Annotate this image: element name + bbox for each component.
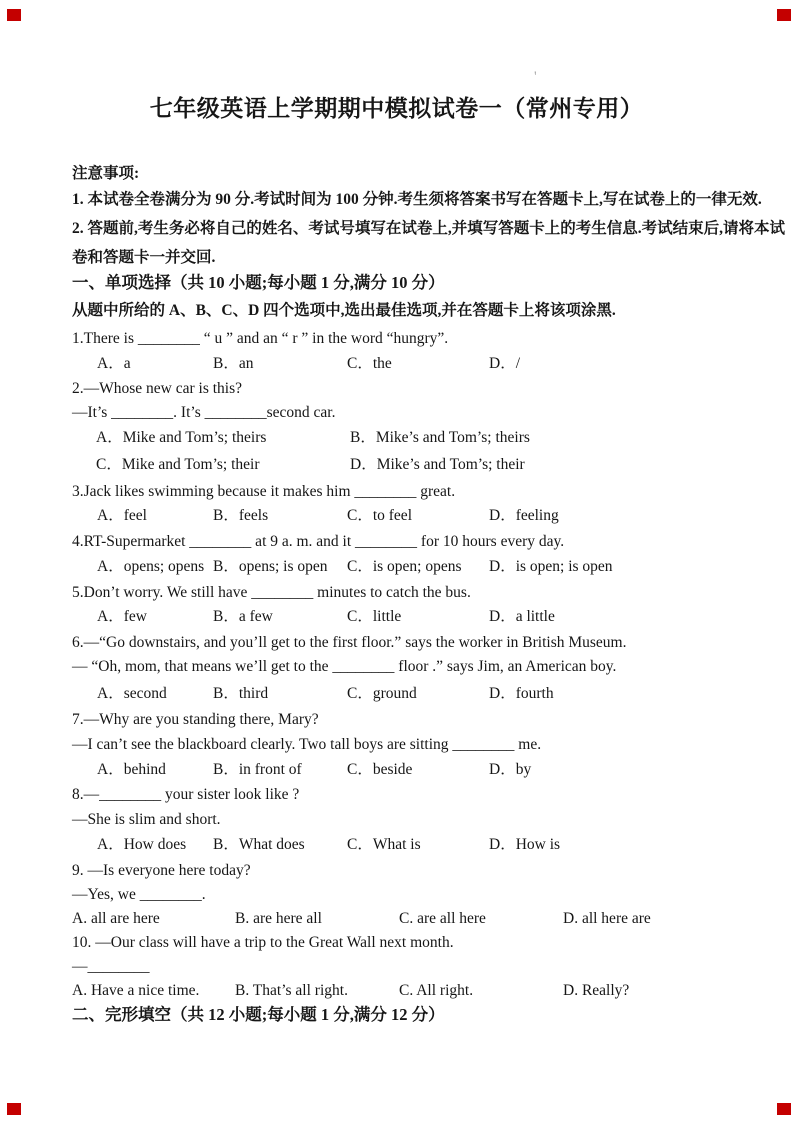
q10-option-a: A. Have a nice time.: [72, 982, 200, 999]
q1-option-b: B．an: [213, 355, 254, 372]
q5-option-c: C．little: [347, 608, 402, 625]
q9-option-d: D. all here are: [563, 910, 651, 927]
red-corner-mark-bottom-right: [777, 1103, 791, 1115]
q9-option-c: C. are all here: [399, 910, 486, 927]
q3-option-d: D．feeling: [489, 507, 559, 524]
q6-stem-line2: — “Oh, mom, that means we’ll get to the ________ floor .” says Jim, an American boy.: [72, 658, 617, 675]
q6-option-d: D．fourth: [489, 685, 554, 702]
q1-option-c: C．the: [347, 355, 392, 372]
q4-options-row: [0, 554, 793, 580]
q7-stem-line1: 7.—Why are you standing there, Mary?: [72, 711, 319, 728]
q10-option-d: D. Really?: [563, 982, 630, 999]
q1-option-a: A．a: [97, 355, 131, 372]
q4-option-d: D．is open; is open: [489, 558, 613, 575]
q3-option-c: C．to feel: [347, 507, 412, 524]
q1-options-row: [0, 351, 793, 377]
q8-option-b: B．What does: [213, 836, 305, 853]
q3-options-row: [0, 503, 793, 529]
q8-option-c: C．What is: [347, 836, 421, 853]
q1-option-d: D．/: [489, 355, 521, 372]
q10-option-b: B. That’s all right.: [235, 982, 348, 999]
q10-stem-line1: 10. —Our class will have a trip to the Great Wall next month.: [72, 934, 454, 951]
q2-stem-line1: 2.—Whose new car is this?: [72, 380, 243, 397]
q5-stem: 5.Don’t worry. We still have ________ minutes to catch the bus.: [72, 584, 471, 601]
q9-stem-line2: —Yes, we ________.: [72, 886, 206, 903]
q8-option-d: D．How is: [489, 836, 561, 853]
q7-option-c: C．beside: [347, 761, 413, 778]
q5-option-b: B．a few: [213, 608, 273, 625]
section1-header: 一、单项选择（共 10 小题;每小题 1 分,满分 10 分）: [72, 273, 445, 292]
red-corner-mark-top-left: [7, 9, 21, 21]
stray-scan-mark: ': [534, 69, 537, 85]
q9-option-a: A. all are here: [72, 910, 160, 927]
red-corner-mark-top-right: [777, 9, 791, 21]
q1-stem: 1.There is ________ “ u ” and an “ r ” in the word “hungry”.: [72, 330, 449, 347]
q3-stem: 3.Jack likes swimming because it makes him ________ great.: [72, 483, 456, 500]
q8-options-row: [0, 832, 793, 858]
q2-option-d: D．Mike’s and Tom’s; their: [350, 456, 525, 473]
red-corner-mark-bottom-left: [7, 1103, 21, 1115]
section1-instruction: 从题中所给的 A、B、C、D 四个选项中,选出最佳选项,并在答题卡上将该项涂黑.: [72, 302, 616, 319]
q10-option-c: C. All right.: [399, 982, 474, 999]
q7-option-a: A．behind: [97, 761, 166, 778]
q8-stem-line1: 8.—________ your sister look like ?: [72, 786, 300, 803]
q5-options-row: [0, 604, 793, 630]
q2-options-row-2: [0, 452, 793, 478]
q2-option-c: C．Mike and Tom’s; their: [96, 456, 260, 473]
notice-line-1: 1. 本试卷全卷满分为 90 分.考试时间为 100 分钟.考生须将答案书写在答题卡上,写在试卷上的一律无效.: [72, 191, 762, 208]
q6-options-row: [0, 681, 793, 707]
q7-option-d: D．by: [489, 761, 532, 778]
q10-stem-line2: —________: [72, 958, 150, 975]
notice-line-2-continued: 卷和答题卡一并交回.: [72, 249, 216, 266]
q6-option-c: C．ground: [347, 685, 417, 702]
q2-option-a: A．Mike and Tom’s; theirs: [96, 429, 267, 446]
q4-option-b: B．opens; is open: [213, 558, 328, 575]
q4-stem: 4.RT-Supermarket ________ at 9 a. m. and it ________ for 10 hours every day.: [72, 533, 565, 550]
q4-option-a: A．opens; opens: [97, 558, 205, 575]
q7-option-b: B．in front of: [213, 761, 302, 778]
section2-header: 二、完形填空（共 12 小题;每小题 1 分,满分 12 分）: [72, 1005, 445, 1024]
q8-stem-line2: —She is slim and short.: [72, 811, 221, 828]
q8-option-a: A．How does: [97, 836, 187, 853]
q6-option-a: A．second: [97, 685, 167, 702]
q5-option-a: A．few: [97, 608, 147, 625]
notice-line-2: 2. 答题前,考生务必将自己的姓名、考试号填写在试卷上,并填写答题卡上的考生信息.考试结束后,请将本试: [72, 220, 786, 237]
q2-option-b: B．Mike’s and Tom’s; theirs: [350, 429, 530, 446]
notice-heading: 注意事项:: [72, 165, 140, 182]
q6-option-b: B．third: [213, 685, 269, 702]
q9-option-b: B. are here all: [235, 910, 322, 927]
exam-title: 七年级英语上学期期中模拟试卷一（常州专用）: [149, 96, 644, 121]
q2-stem-line2: —It’s ________. It’s ________second car.: [72, 404, 336, 421]
q9-options-row: [0, 906, 793, 932]
q3-option-b: B．feels: [213, 507, 269, 524]
q5-option-d: D．a little: [489, 608, 555, 625]
q3-option-a: A．feel: [97, 507, 147, 524]
q7-stem-line2: —I can’t see the blackboard clearly. Two tall boys are sitting ________ me.: [72, 736, 542, 753]
q10-options-row: [0, 978, 793, 1004]
q6-stem-line1: 6.—“Go downstairs, and you’ll get to the first floor.” says the worker in British Museum.: [72, 634, 627, 651]
q9-stem-line1: 9. —Is everyone here today?: [72, 862, 251, 879]
q2-options-row-1: [0, 425, 793, 451]
q4-option-c: C．is open; opens: [347, 558, 462, 575]
q7-options-row: [0, 757, 793, 783]
